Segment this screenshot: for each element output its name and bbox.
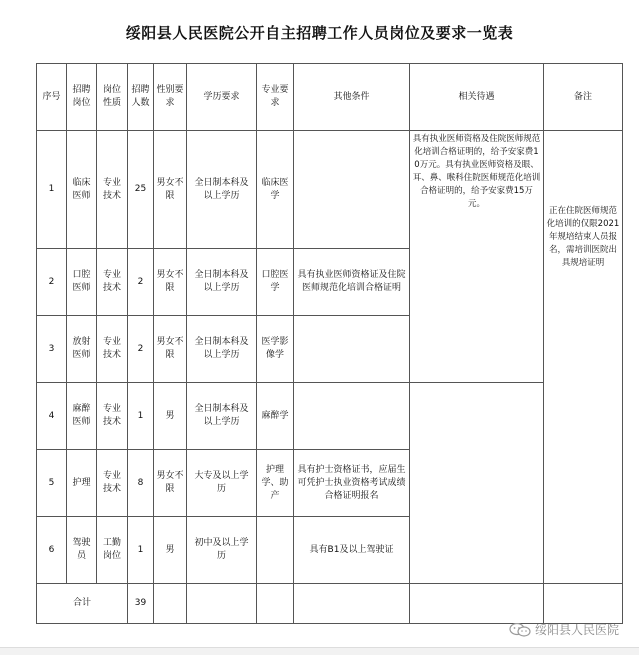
row-gender: 男女不限 [154,249,187,316]
row-count: 2 [128,316,154,383]
row-count: 1 [128,517,154,584]
row-other [294,383,410,450]
row-major: 临床医学 [257,131,294,249]
remarks-cell [544,131,623,584]
header-count: 招聘人数 [128,64,154,131]
row-seq: 6 [37,517,67,584]
total-empty [154,584,187,624]
row-seq: 3 [37,316,67,383]
row-post-name: 放射医师 [67,316,97,383]
row-post-nature: 专业技术 [97,316,128,383]
row-major: 医学影像学 [257,316,294,383]
row-major: 麻醉学 [257,383,294,450]
row-post-name: 临床医师 [67,131,97,249]
row-other [294,316,410,383]
total-empty [294,584,410,624]
header-gender: 性别要求 [154,64,187,131]
row-post-name: 驾驶员 [67,517,97,584]
total-row [37,584,623,624]
row-other: 具有护士资格证书，应届生可凭护士执业资格考试成绩合格证明报名 [294,450,410,517]
row-count: 2 [128,249,154,316]
remarks-text: 正在住院医师规范化培训的仅限2021年规培结束人员报名，需培训医院出具规培证明 [546,206,620,268]
row-gender: 男女不限 [154,450,187,517]
table-row [37,131,623,249]
total-empty [544,584,623,624]
row-other: 具有B1及以上驾驶证 [294,517,410,584]
page-title: 绥阳县人民医院公开自主招聘工作人员岗位及要求一览表 [125,24,514,42]
row-post-nature: 专业技术 [97,383,128,450]
recruitment-table [36,63,623,624]
benefits-cell-2 [410,383,544,584]
header-major: 专业要求 [257,64,294,131]
row-seq: 2 [37,249,67,316]
row-post-nature: 专业技术 [97,450,128,517]
row-gender: 男 [154,517,187,584]
row-gender: 男 [154,383,187,450]
header-other: 其他条件 [294,64,410,131]
row-other: 具有执业医师资格证及住院医师规范化培训合格证明 [294,249,410,316]
total-count: 39 [128,584,154,624]
row-count: 8 [128,450,154,517]
row-gender: 男女不限 [154,316,187,383]
total-empty [410,584,544,624]
row-major: 护理学、助产 [257,450,294,517]
row-post-nature: 专业技术 [97,249,128,316]
header-education: 学历要求 [187,64,257,131]
row-count: 25 [128,131,154,249]
wechat-icon [509,623,531,637]
header-benefits: 相关待遇 [410,64,544,131]
total-empty [257,584,294,624]
row-education: 全日制本科及以上学历 [187,249,257,316]
row-post-name: 口腔医师 [67,249,97,316]
benefits-text-1: 具有执业医师资格及住院医师规范化培训合格证明的，给予安家费10万元。具有执业医师资格及眼、耳、鼻、喉科住院医师规范化培训合格证明的，给予安家费15万元。 [412,134,541,209]
row-major: 口腔医学 [257,249,294,316]
row-other [294,131,410,249]
header-post-name: 招聘岗位 [67,64,97,131]
row-major [257,517,294,584]
row-post-nature: 工勤岗位 [97,517,128,584]
row-seq: 5 [37,450,67,517]
row-seq: 1 [37,131,67,249]
benefits-cell-1 [410,131,544,383]
row-education: 全日制本科及以上学历 [187,383,257,450]
row-seq: 4 [37,383,67,450]
table-row [37,383,623,450]
header-post-nature: 岗位性质 [97,64,128,131]
table-header-row [37,64,623,131]
row-education: 全日制本科及以上学历 [187,316,257,383]
row-gender: 男女不限 [154,131,187,249]
header-remarks: 备注 [544,64,623,131]
row-education: 大专及以上学历 [187,450,257,517]
row-education: 初中及以上学历 [187,517,257,584]
watermark-text: 绥阳县人民医院 [534,623,619,637]
row-post-name: 护理 [67,450,97,517]
total-empty [187,584,257,624]
watermark [509,621,619,638]
row-count: 1 [128,383,154,450]
total-label: 合计 [37,584,128,624]
row-post-nature: 专业技术 [97,131,128,249]
header-seq: 序号 [37,64,67,131]
row-post-name: 麻醉医师 [67,383,97,450]
row-education: 全日制本科及以上学历 [187,131,257,249]
